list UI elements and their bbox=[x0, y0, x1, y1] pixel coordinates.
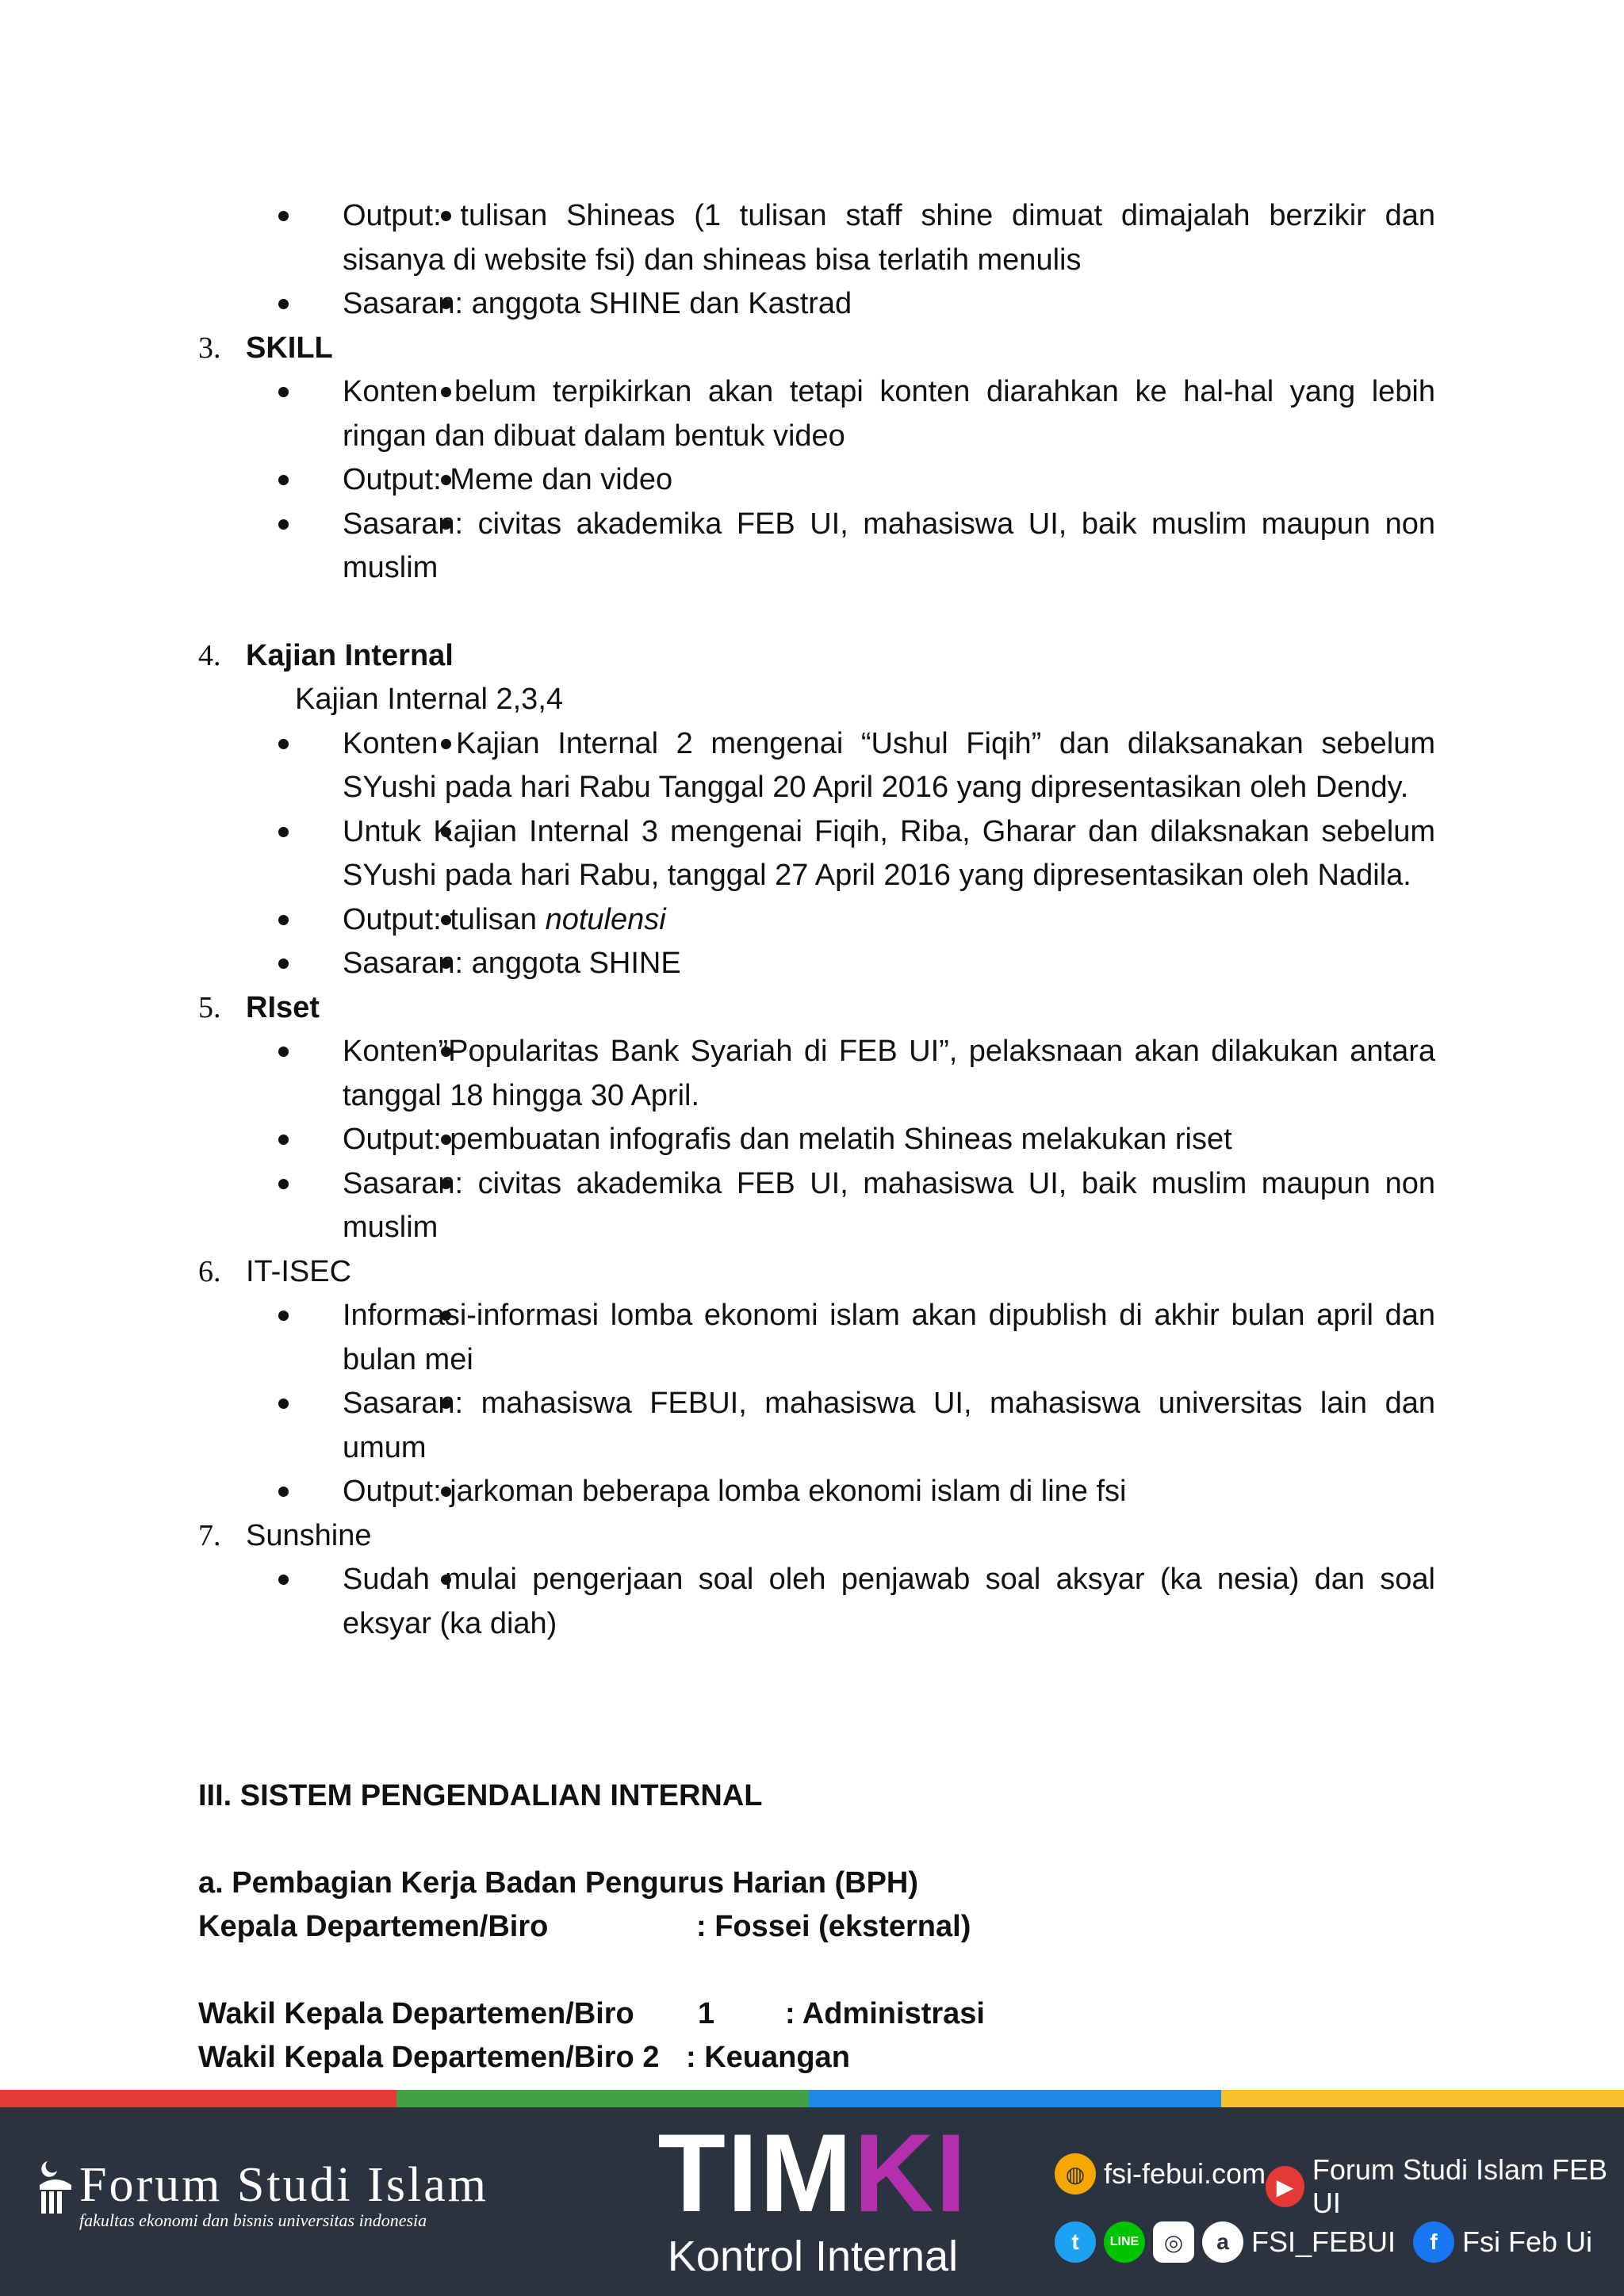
item-title: SKILL bbox=[246, 331, 333, 365]
globe-icon: ◍ bbox=[1055, 2153, 1096, 2195]
list-item: Output: tulisan Shineas (1 tulisan staff shine dimuat dimajalah berzikir dan sisanya di website fsi) dan shineas bisa terlatih menulis bbox=[293, 194, 1435, 282]
youtube-link: ▶ Forum Studi Islam FEB UI bbox=[1266, 2153, 1624, 2220]
list-item: Informasi-informasi lomba ekonomi islam akan dipublish di akhir bulan april dan bulan mei bbox=[293, 1294, 1435, 1382]
item-title: RIset bbox=[246, 990, 320, 1024]
list-item: Sasaran: anggota SHINE bbox=[293, 942, 1435, 986]
list-item: Untuk Kajian Internal 3 mengenai Fiqih, Riba, Gharar dan dilaksnakan sebelum SYushi pada hari Rabu, tanggal 27 April 2016 yang dipresentasikan oleh Nadila. bbox=[293, 810, 1435, 898]
list-item: Konten Kajian Internal 2 mengenai “Ushul Fiqih” dan dilaksanakan sebelum SYushi pada hari Rabu Tanggal 20 April 2016 yang dipresentasikan oleh Dendy. bbox=[293, 722, 1435, 810]
website-link: ◍ fsi-febui.com bbox=[1055, 2153, 1266, 2195]
youtube-icon: ▶ bbox=[1266, 2166, 1304, 2207]
item-subtitle: Kajian Internal 2,3,4 bbox=[295, 683, 564, 716]
bph-row: Wakil Kepala Departemen/Biro 2 : Keuangan bbox=[198, 2041, 850, 2074]
item-title: Sunshine bbox=[246, 1518, 372, 1552]
numbered-item: 5. RIset bbox=[198, 986, 1435, 1031]
instagram-icon: ◎ bbox=[1153, 2221, 1194, 2263]
list-item: Sasaran: anggota SHINE dan Kastrad bbox=[293, 282, 1435, 327]
section-heading: III. SISTEM PENGENDALIAN INTERNAL bbox=[198, 1779, 763, 1812]
line-icon: LINE bbox=[1104, 2221, 1145, 2263]
item-title: IT-ISEC bbox=[246, 1254, 352, 1288]
numbered-item: 4. Kajian Internal bbox=[198, 634, 1435, 679]
list-item: Sudah mulai pengerjaan soal oleh penjawab soal aksyar (ka nesia) dan soal eksyar (ka diah) bbox=[293, 1558, 1435, 1646]
numbered-item: 7. Sunshine bbox=[198, 1514, 1435, 1559]
bph-row: Kepala Departemen/Biro : Fossei (eksternal) bbox=[198, 1910, 971, 1943]
numbered-item: 3. SKILL bbox=[198, 327, 1435, 371]
footer-banner bbox=[0, 2090, 1624, 2296]
twitter-icon: t bbox=[1055, 2221, 1096, 2263]
social-handle: t LINE ◎ a FSI_FEBUI bbox=[1055, 2221, 1396, 2263]
list-item: Output: pembuatan infografis dan melatih Shineas melakukan riset bbox=[293, 1118, 1435, 1162]
list-item: Sasaran: mahasiswa FEBUI, mahasiswa UI, mahasiswa universitas lain dan umum bbox=[293, 1382, 1435, 1470]
list-item: Konten belum terpikirkan akan tetapi konten diarahkan ke hal-hal yang lebih ringan dan dibuat dalam bentuk video bbox=[293, 370, 1435, 458]
subsection-heading: a. Pembagian Kerja Badan Pengurus Harian (BPH) bbox=[198, 1866, 919, 1900]
bph-row: Wakil Kepala Departemen/Biro 1 : Administrasi bbox=[198, 1997, 985, 2030]
facebook-icon: f bbox=[1413, 2221, 1454, 2263]
list-item: Sasaran: civitas akademika FEB UI, mahasiswa UI, baik muslim maupun non muslim bbox=[293, 1162, 1435, 1250]
numbered-item: 6. IT-ISEC bbox=[198, 1250, 1435, 1295]
item-title: Kajian Internal bbox=[246, 638, 454, 672]
timki-logo: TIMKI Kontrol Internal bbox=[657, 2110, 968, 2280]
list-item: Sasaran: civitas akademika FEB UI, mahasiswa UI, baik muslim maupun non muslim bbox=[293, 503, 1435, 591]
list-item: Output: jarkoman beberapa lomba ekonomi islam di line fsi bbox=[293, 1470, 1435, 1514]
ask-icon: a bbox=[1202, 2221, 1243, 2263]
document-body bbox=[198, 194, 1435, 1646]
list-item: Output: tulisan notulensi bbox=[293, 898, 1435, 943]
list-item: Output: Meme dan video bbox=[293, 458, 1435, 503]
facebook-link: f Fsi Feb Ui bbox=[1413, 2221, 1592, 2263]
list-item: Konten”Popularitas Bank Syariah di FEB UI”, pelaksnaan akan dilakukan antara tanggal 18 hingga 30 April. bbox=[293, 1030, 1435, 1118]
mosque-icon bbox=[32, 2153, 79, 2217]
fsi-logo: Forum Studi Islam fakultas ekonomi dan bisnis universitas indonesia bbox=[32, 2153, 488, 2231]
